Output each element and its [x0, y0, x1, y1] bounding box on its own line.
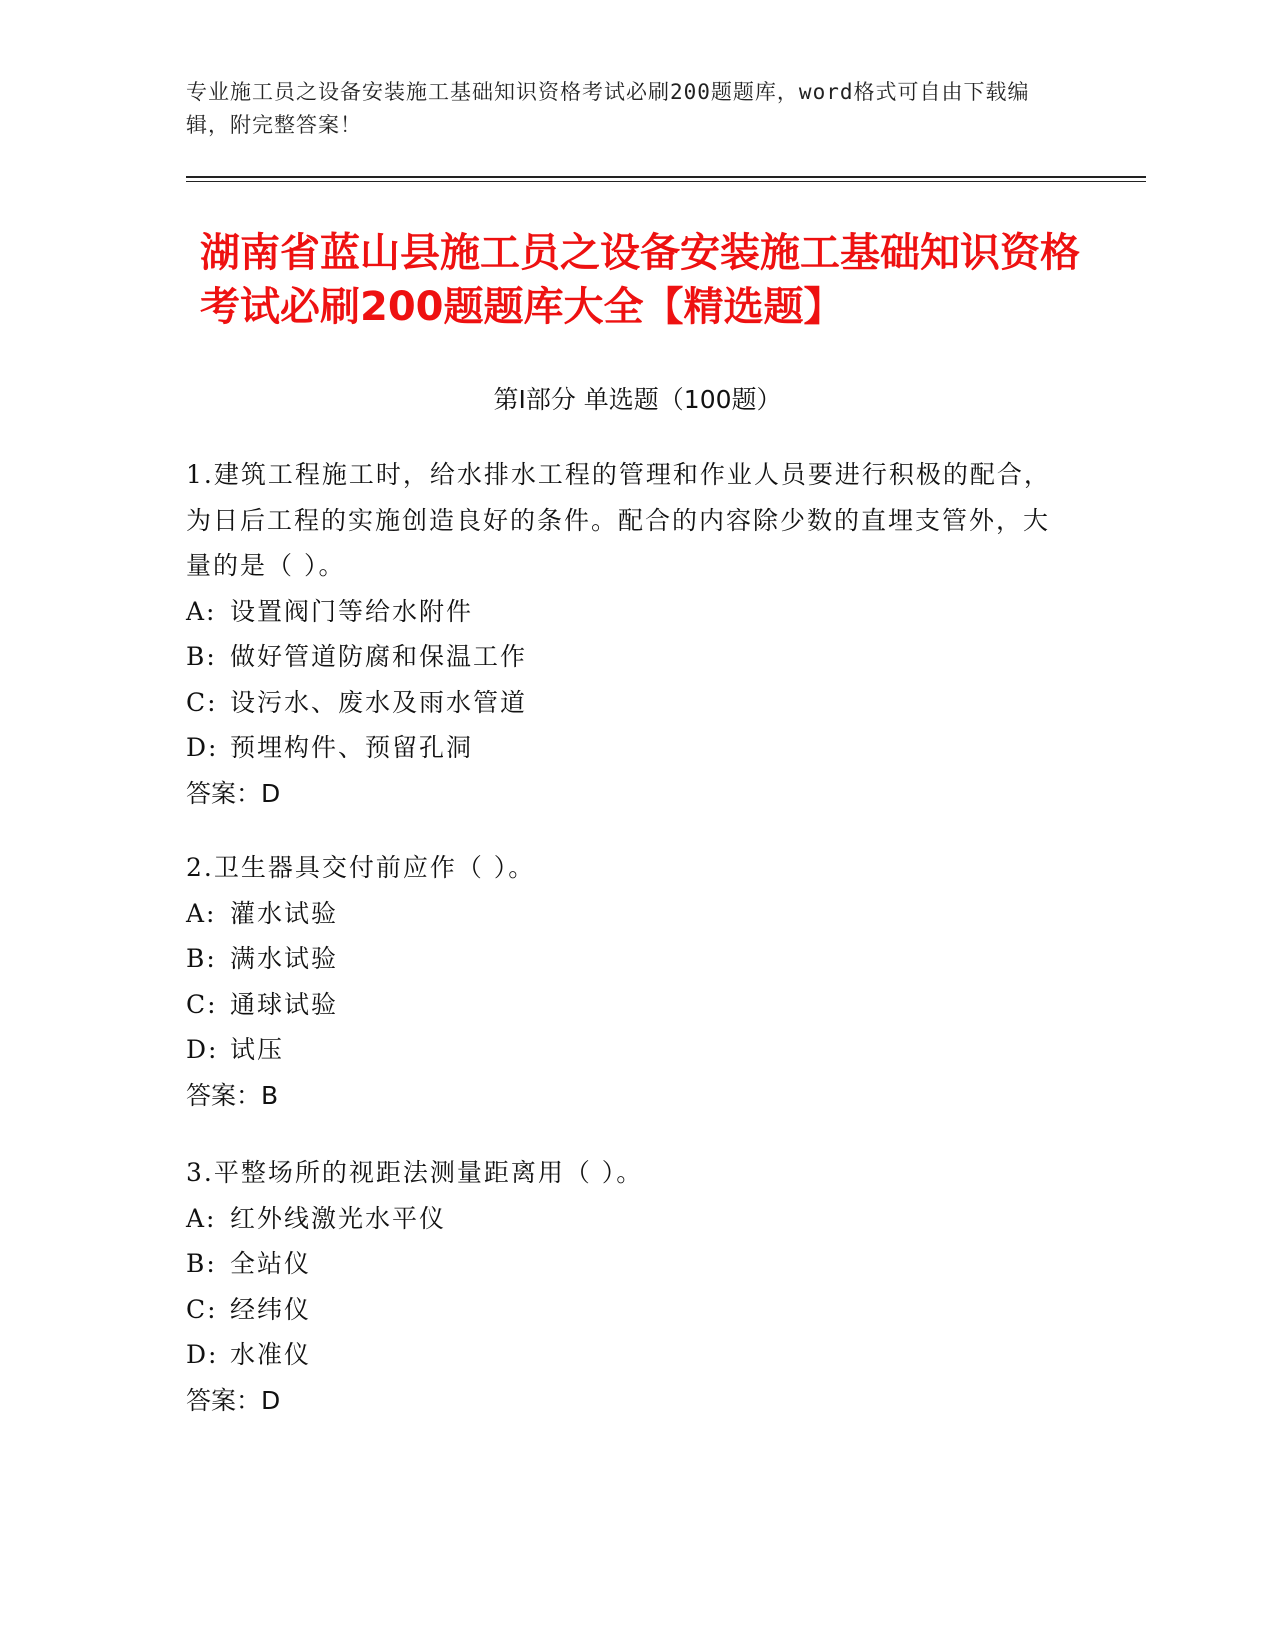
option-a — [186, 1196, 1066, 1242]
question-text: 1.建筑工程施工时，给水排水工程的管理和作业人员要进行积极的配合，为日后工程的实施创造良好的条件。配合的内容除少数的直埋支管外，大量的是（ ）。 — [186, 460, 1051, 580]
option-c — [186, 982, 1066, 1028]
option-letter: A: — [186, 1203, 217, 1233]
option-text: 水准仪 — [230, 1340, 312, 1369]
option-text: 全站仪 — [230, 1249, 312, 1278]
option-letter: B: — [186, 1249, 217, 1278]
option-a — [186, 891, 1066, 937]
option-text: 经纬仪 — [230, 1294, 312, 1324]
answer: 答案：D — [186, 1385, 281, 1415]
question-3 — [186, 1150, 1066, 1423]
section-heading: 第I部分 单选题（100题） — [493, 385, 782, 414]
answer: 答案：D — [186, 778, 281, 808]
option-text: 灌水试验 — [230, 898, 339, 928]
option-text: 通球试验 — [230, 989, 339, 1019]
option-b — [186, 634, 1066, 680]
option-a — [186, 589, 1066, 635]
option-letter: D: — [186, 1035, 219, 1064]
answer: 答案：B — [186, 1080, 279, 1110]
option-text: 预埋构件、预留孔洞 — [230, 733, 474, 762]
option-text: 满水试验 — [230, 944, 339, 973]
option-letter: B: — [186, 944, 217, 973]
option-text: 设污水、废水及雨水管道 — [230, 687, 528, 717]
option-letter: D: — [186, 1340, 219, 1369]
option-d — [186, 725, 1066, 771]
option-letter: D: — [186, 733, 219, 762]
option-letter: A: — [186, 898, 217, 928]
header-note: 专业施工员之设备安装施工基础知识资格考试必刷200题题库，word格式可自由下载编辑，附完整答案！ — [186, 80, 1030, 137]
option-c — [186, 1287, 1066, 1333]
option-text: 试压 — [230, 1035, 285, 1064]
option-text: 做好管道防腐和保温工作 — [230, 642, 528, 671]
question-text: 3.平整场所的视距法测量距离用（ ）。 — [186, 1158, 644, 1187]
option-text: 设置阀门等给水附件 — [230, 596, 474, 626]
option-c — [186, 680, 1066, 726]
question-text: 2.卫生器具交付前应作（ ）。 — [186, 853, 536, 882]
question-1 — [186, 452, 1066, 816]
option-letter: B: — [186, 642, 217, 671]
option-d — [186, 1332, 1066, 1378]
option-letter: C: — [186, 1294, 218, 1324]
option-b — [186, 1241, 1066, 1287]
option-text: 红外线激光水平仪 — [230, 1203, 447, 1233]
option-d — [186, 1027, 1066, 1073]
header-rule-thick — [186, 176, 1146, 178]
header-rule-thin — [186, 181, 1146, 182]
option-b — [186, 936, 1066, 982]
question-2 — [186, 845, 1066, 1118]
option-letter: C: — [186, 989, 218, 1019]
option-letter: A: — [186, 596, 217, 626]
option-letter: C: — [186, 687, 218, 717]
document-title: 湖南省蓝山县施工员之设备安装施工基础知识资格考试必刷200题题库大全【精选题】 — [200, 230, 1080, 330]
